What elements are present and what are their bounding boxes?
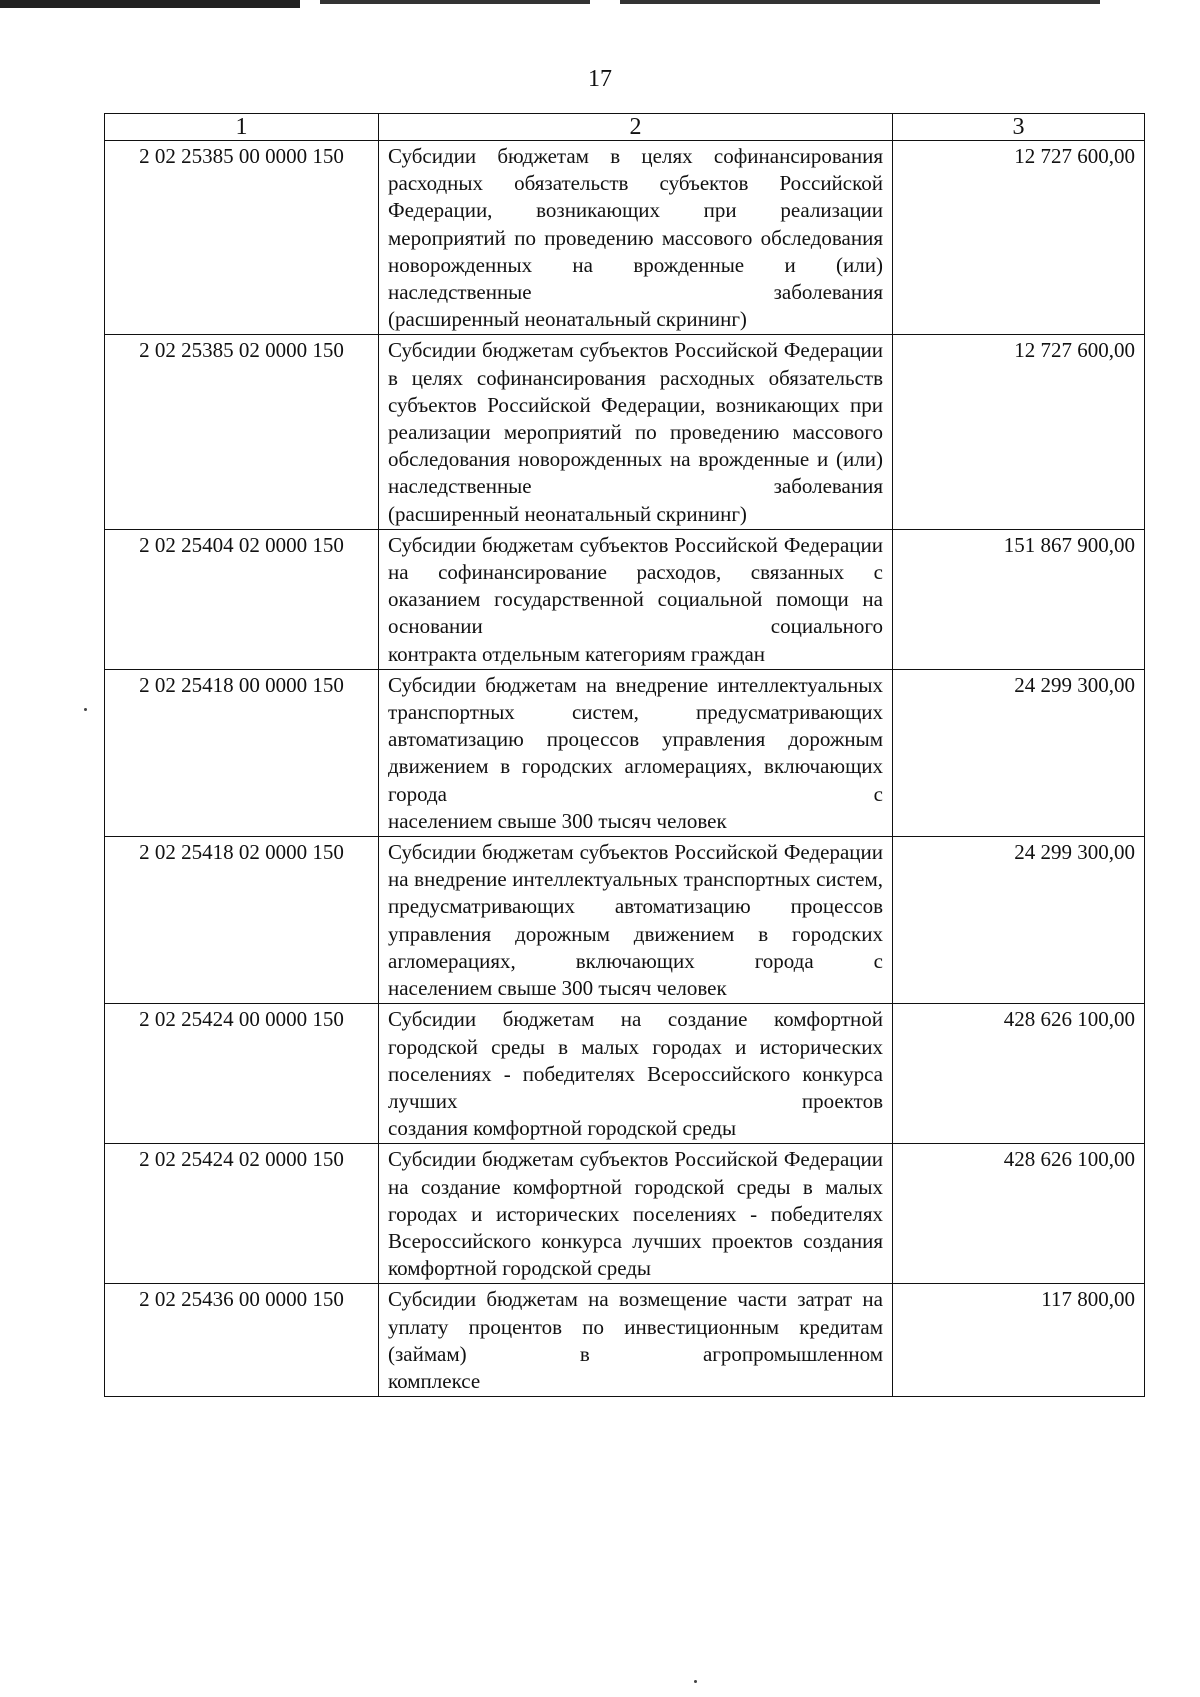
budget-code: 2 02 25404 02 0000 150 (105, 529, 379, 669)
description-text: Субсидии бюджетам на возмещение части затрат на уплату процентов по инвестиционным кредитам (займам) в агропромышленном (388, 1287, 883, 1366)
description-text-last: (расширенный неонатальный скрининг) (388, 307, 747, 332)
table-row (105, 1144, 1145, 1284)
row-amount: 151 867 900,00 (893, 529, 1145, 669)
row-description (379, 335, 893, 529)
scan-edge-artifact (0, 0, 1200, 14)
row-amount: 117 800,00 (893, 1284, 1145, 1397)
table-row (105, 141, 1145, 335)
row-description (379, 1284, 893, 1397)
description-text: Субсидии бюджетам субъектов Российской Федерации в целях софинансирования расходных обязательств субъектов Российской Федерации, возникающих при реализации мероприятий по проведению массового обследования новорожденных на врожденные и (или) наследственные заболевания (388, 338, 883, 499)
budget-code: 2 02 25385 00 0000 150 (105, 141, 379, 335)
description-text: Субсидии бюджетам в целях софинансирования расходных обязательств субъектов Российской Федерации, возникающих при реализации мероприятий по проведению массового обследования новорожденных на врожденные и (или) наследственные заболевания (388, 144, 883, 305)
page-number: 17 (588, 66, 612, 92)
description-text: Субсидии бюджетам субъектов Российской Федерации на софинансирование расходов, связанных с оказанием государственной социальной помощи на основании социального (388, 532, 883, 639)
scan-bar (320, 0, 590, 4)
row-description (379, 141, 893, 335)
description-text-last: (расширенный неонатальный скрининг) (388, 501, 747, 526)
budget-code: 2 02 25418 00 0000 150 (105, 669, 379, 836)
table-row (105, 1004, 1145, 1144)
row-amount: 428 626 100,00 (893, 1004, 1145, 1144)
table-row (105, 837, 1145, 1004)
budget-code: 2 02 25424 02 0000 150 (105, 1144, 379, 1284)
description-text: Субсидии бюджетам на внедрение интеллектуальных транспортных систем, предусматривающих автоматизацию процессов управления дорожным движением в городских агломерациях, включающих города с (388, 672, 883, 806)
scan-bar (620, 0, 1100, 4)
budget-code: 2 02 25436 00 0000 150 (105, 1284, 379, 1397)
table-row (105, 669, 1145, 836)
column-header: 2 (379, 114, 893, 141)
scan-speck (694, 1680, 697, 1683)
row-amount: 428 626 100,00 (893, 1144, 1145, 1284)
row-description (379, 529, 893, 669)
description-text-last: создания комфортной городской среды (388, 1116, 737, 1141)
row-amount: 24 299 300,00 (893, 669, 1145, 836)
row-amount: 12 727 600,00 (893, 335, 1145, 529)
description-text-last: комфортной городской среды (388, 1256, 652, 1281)
description-text: Субсидии бюджетам на создание комфортной городской среды в малых городах и исторических поселениях - победителях Всероссийского конкурса лучших проектов (388, 1007, 883, 1113)
budget-table (104, 113, 1145, 1397)
table-header-row (105, 114, 1145, 141)
budget-code: 2 02 25418 02 0000 150 (105, 837, 379, 1004)
description-text-last: населением свыше 300 тысяч человек (388, 808, 727, 833)
description-text-last: комплексе (388, 1368, 481, 1393)
description-text-last: населением свыше 300 тысяч человек (388, 976, 727, 1001)
budget-code: 2 02 25424 00 0000 150 (105, 1004, 379, 1144)
row-description (379, 1144, 893, 1284)
budget-code: 2 02 25385 02 0000 150 (105, 335, 379, 529)
row-amount: 24 299 300,00 (893, 837, 1145, 1004)
description-text: Субсидии бюджетам субъектов Российской Федерации на внедрение интеллектуальных транспортных систем, предусматривающих автоматизацию процессов управления дорожным движением в городских агломерациях, включающих города с (388, 840, 883, 973)
description-text-last: контракта отдельным категориям граждан (388, 641, 766, 666)
column-header: 1 (105, 114, 379, 141)
row-amount: 12 727 600,00 (893, 141, 1145, 335)
table-row (105, 1284, 1145, 1397)
row-description (379, 837, 893, 1004)
description-text: Субсидии бюджетам субъектов Российской Федерации на создание комфортной городской среды в малых городах и исторических поселениях - победителях Всероссийского конкурса лучших проектов создания (388, 1147, 883, 1253)
column-header: 3 (893, 114, 1145, 141)
row-description (379, 1004, 893, 1144)
scan-bar (0, 0, 300, 8)
row-description (379, 669, 893, 836)
table-row (105, 529, 1145, 669)
table-row (105, 335, 1145, 529)
scan-speck (84, 708, 87, 711)
